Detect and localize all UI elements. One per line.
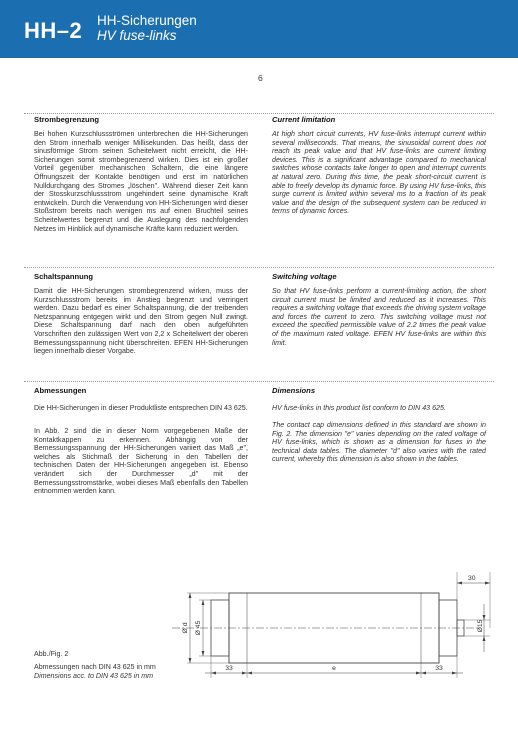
text-strombegrenzung: Bei hohen Kurzschlussströmen unterbrechen die HH-Sicherungen den Strom innerhalb weniger Millisekunden. Das heißt, dass der sinusförmige Strom seinen Scheitelwert nicht erreicht, die HH-Sicherungen somit strombegrenzend wirken. Dies ist ein großer Vorteil gegenüber mechanischen Schaltern, die eine längere Öffnungszeit der Kontakte benötigen und erst im natürlichen Nulldurchgang des Stromes „löschen". Während dieser Zeit kann der Stosskurzschlussstrom ungehindert seine dynamische Kraft entwickeln. Durch die Verwendung von HH-Sicherungen wird dieser Stoßstrom bereits nach wenigen ms auf einen Bruchteil seines Scheitelwertes begrenzt und die Auslegung des nachfolgenden Netzes im Hinblick auf dynamische Kräfte kann reduziert werden. — [34, 130, 248, 233]
figure-label: Abb./Fig. 2 — [34, 650, 69, 658]
heading-switching-voltage: Switching voltage — [272, 272, 337, 281]
heading-schaltspannung: Schaltspannung — [34, 272, 94, 281]
text-switching-voltage: So that HV fuse-links perform a current-limiting action, the short circuit current must be limited and reduced as it increases. This requires a switching voltage that exceeds the driving system voltage and forces the current to zero. This switching voltage must not exceed the specified permissible value of 2.2 times the peak value of the maximum rated voltage. EFEN HV fuse-links are within this limit. — [272, 287, 486, 347]
heading-current-limitation: Current limitation — [272, 115, 336, 124]
dim-30-label: 30 — [468, 575, 476, 582]
text-dimensions-1: HV fuse-links in this product list conform to DIN 43 625. — [272, 404, 446, 412]
dim-33-left-label: 33 — [225, 665, 233, 672]
header-title-de: HH-Sicherungen — [97, 13, 197, 28]
dim-33-right-label: 33 — [435, 665, 443, 672]
text-abmessungen-2: In Abb. 2 sind die in dieser Norm vorgegebenen Maße der Kontaktkappen zu erkennen. Abhängig von der Bemessungsspannung der HH-Sicherungen variiert das Maß „e", welches als Stichmaß der Sicherung in den Tabellen der technischen Daten der HH-Sicherungen angegeben ist. Ebenso verändert sich der Durchmesser „d" mit der Bemessungsstromstärke, wobei dieses Maß ebenfalls den Tabellen entnommen werden kann. — [34, 427, 248, 496]
figure-caption — [34, 663, 156, 680]
section-code: HH–2 — [24, 18, 83, 43]
dim-d-label: Ø d — [182, 622, 189, 634]
heading-abmessungen: Abmessungen — [34, 386, 87, 395]
divider — [24, 113, 494, 114]
dim-e-label: e — [332, 665, 336, 672]
figure-caption-de: Abmessungen nach DIN 43 625 in mm — [34, 663, 156, 671]
header-title — [97, 13, 197, 43]
figure-caption-en: Dimensions acc. to DIN 43 625 in mm — [34, 671, 154, 680]
page-number: 6 — [258, 73, 263, 83]
text-dimensions-2: The contact cap dimensions defined in this standard are shown in Fig. 2. The dimension "e" varies depending on the rated voltage of HV fuse-links, which is shown as a dimension for fuses in the technical data tables. The diameter "d" also varies with the rated current, whereby this dimension is also shown in the tables. — [272, 421, 486, 464]
fuse-dimension-drawing — [0, 560, 518, 710]
heading-strombegrenzung: Strombegrenzung — [34, 115, 99, 124]
text-current-limitation: At high short circuit currents, HV fuse-links interrupt current within several milliseconds. That means, the sinusoidal current does not reach its peak value and that HV fuse-links are current limiting devices. This is a significant advantage compared to mechanical switches whose contacts take longer to open and interrupt currents at natural zero. During this time, the peak short-circuit current is able to freely develop its dynamic force. By using HV fuse-links, this surge current is limited within several ms to a fraction of its peak value and the design of the subsequent system can be reduced in terms of dynamic forces. — [272, 130, 486, 216]
page-header — [0, 0, 518, 58]
dim-15-label: Ø15 — [477, 619, 484, 633]
dim-45-label: Ø 45 — [195, 620, 202, 636]
heading-dimensions: Dimensions — [272, 386, 316, 395]
text-schaltspannung: Damit die HH-Sicherungen strombegrenzend wirken, muss der Kurzschlussstrom bereits im Anstieg begrenzt und verringert werden. Dazu bedarf es einer Schaltspannung, die der treibenden Netzspannung entgegen wirkt und den Strom gegen Null zwingt. Diese Schaltspannung darf nach den oben aufgeführten Vorschriften den zulässigen Wert von 2,2 x Scheitelwert der oberen Bemessungsspannung nicht überschreiten. EFEN HH-Sicherungen liegen innerhalb dieser Vorgabe. — [34, 287, 248, 356]
header-title-en: HV fuse-links — [97, 28, 177, 43]
divider — [24, 267, 494, 268]
divider — [24, 381, 494, 382]
text-abmessungen-1: Die HH-Sicherungen in dieser Produktliste entsprechen DIN 43 625. — [34, 404, 248, 412]
